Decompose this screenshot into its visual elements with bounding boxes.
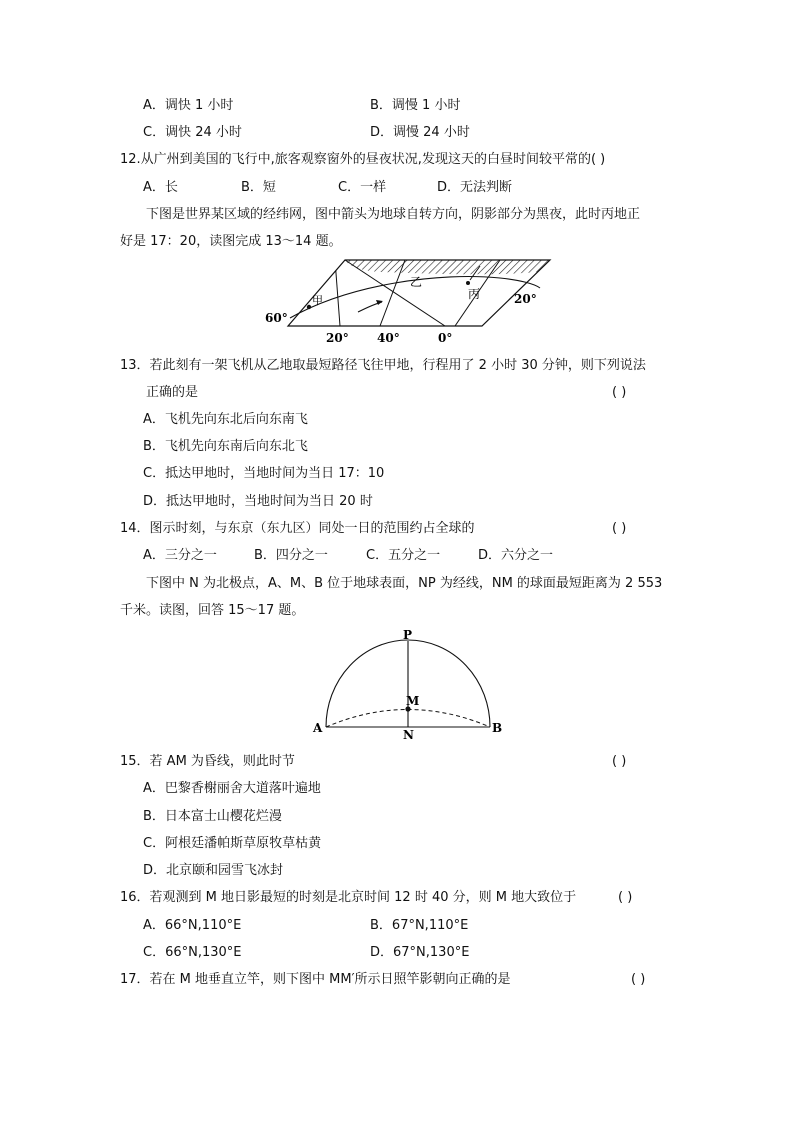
label-lat20: 20° xyxy=(514,292,537,306)
q16-stem: 16．若观测到 M 地日影最短的时刻是北京时间 12 时 40 分，则 M 地大致位于 xyxy=(120,890,577,905)
q16-answer-paren: ( ) xyxy=(618,890,633,905)
label-M: M xyxy=(406,694,420,708)
q12-stem: 12.从广州到美国的飞行中,旅客观察窗外的昼夜状况,发现这天的白昼时间较平常的( ) xyxy=(120,152,606,167)
q13-answer-paren: ( ) xyxy=(612,385,627,400)
q12-option-d: D．无法判断 xyxy=(437,180,513,195)
q16-option-d: D．67°N,130°E xyxy=(370,945,470,960)
intro2-line1: 下图中 N 为北极点，A、M、B 位于地球表面，NP 为经线，NM 的球面最短距离为 2 553 xyxy=(146,576,663,591)
figure1-latlong-grid xyxy=(250,254,560,350)
q17-stem: 17．若在 M 地垂直立竿，则下图中 MM′所示日照竿影朝向正确的是 xyxy=(120,972,511,987)
label-lon40: 40° xyxy=(377,331,400,345)
q13-stem-line2: 正确的是 xyxy=(146,385,199,400)
q13-option-a: A．飞机先向东北后向东南飞 xyxy=(143,412,308,427)
q15-answer-paren: ( ) xyxy=(612,754,627,769)
q15-option-c: C．阿根廷潘帕斯草原牧草枯黄 xyxy=(143,836,322,851)
intro2-line2: 千米。读图，回答 15～17 题。 xyxy=(120,603,305,618)
night-shade xyxy=(345,260,550,274)
label-lon20: 20° xyxy=(326,331,349,345)
label-jia: 甲 xyxy=(312,294,323,307)
q13-stem-line1: 13．若此刻有一架飞机从乙地取最短路径飞往甲地，行程用了 2 小时 30 分钟，则下列说法 xyxy=(120,358,646,373)
q13-option-c: C．抵达甲地时，当地时间为当日 17：10 xyxy=(143,466,385,481)
label-B: B xyxy=(492,721,503,735)
q13-option-d: D．抵达甲地时，当地时间为当日 20 时 xyxy=(143,494,373,509)
q14-stem: 14．图示时刻，与东京（东九区）同处一日的范围约占全球的 xyxy=(120,521,475,536)
q16-option-c: C．66°N,130°E xyxy=(143,945,242,960)
q14-option-d: D．六分之一 xyxy=(478,548,554,563)
q17-answer-paren: ( ) xyxy=(631,972,646,987)
label-yi: 乙 xyxy=(410,275,423,289)
q11-option-a: A．调快 1 小时 xyxy=(143,98,234,113)
point-jia xyxy=(307,305,311,309)
q16-option-a: A．66°N,110°E xyxy=(143,918,242,933)
q12-option-c: C．一样 xyxy=(338,180,387,195)
q15-stem: 15．若 AM 为昏线，则此时节 xyxy=(120,754,295,769)
q11-option-c: C．调快 24 小时 xyxy=(143,125,242,140)
intro1-line1: 下图是世界某区域的经纬网，图中箭头为地球自转方向，阴影部分为黑夜，此时丙地正 xyxy=(146,207,641,222)
q14-option-c: C．五分之一 xyxy=(366,548,441,563)
label-P: P xyxy=(403,628,413,642)
q13-option-b: B．飞机先向东南后向东北飞 xyxy=(143,439,308,454)
q11-option-b: B．调慢 1 小时 xyxy=(370,98,461,113)
q14-answer-paren: ( ) xyxy=(612,521,627,536)
q15-option-b: B．日本富士山樱花烂漫 xyxy=(143,809,282,824)
point-bing xyxy=(466,281,470,285)
q15-option-a: A．巴黎香榭丽舍大道落叶遍地 xyxy=(143,781,321,796)
label-A: A xyxy=(313,721,323,735)
label-bing: 丙 xyxy=(468,287,481,301)
q15-option-d: D．北京颐和园雪飞冰封 xyxy=(143,863,284,878)
q12-option-b: B．短 xyxy=(241,180,276,195)
q12-option-a: A．长 xyxy=(143,180,178,195)
q11-option-d: D．调慢 24 小时 xyxy=(370,125,470,140)
figure2-hemisphere xyxy=(308,628,508,740)
q14-option-b: B．四分之一 xyxy=(254,548,328,563)
label-lat60: 60° xyxy=(265,311,288,325)
q14-option-a: A．三分之一 xyxy=(143,548,217,563)
intro1-line2: 好是 17：20，读图完成 13～14 题。 xyxy=(120,234,342,249)
label-N: N xyxy=(403,728,414,740)
label-lon0: 0° xyxy=(438,331,453,345)
q16-option-b: B．67°N,110°E xyxy=(370,918,469,933)
